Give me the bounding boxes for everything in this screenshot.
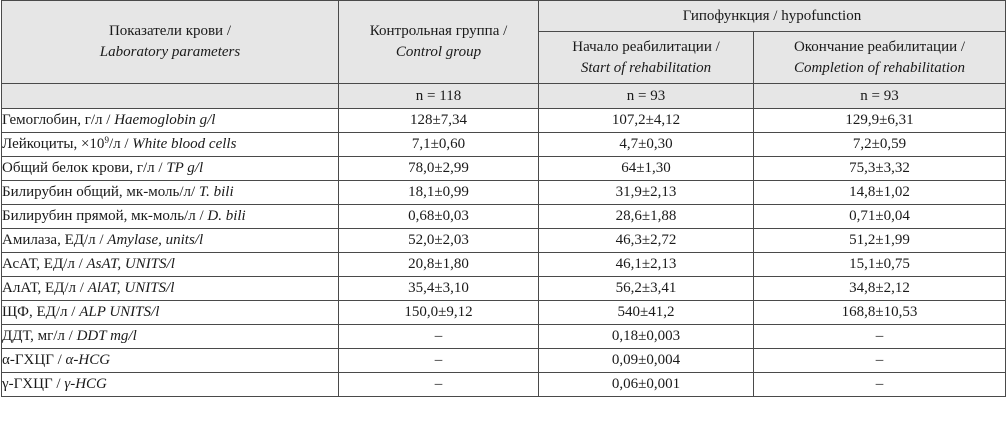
control-value: 128±7,34 — [339, 109, 539, 133]
parameter-en: AsAT, UNITS/l — [86, 256, 175, 272]
parameter-ru: Лейкоциты, ×10 — [2, 136, 105, 152]
start-value: 0,18±0,003 — [539, 325, 754, 349]
control-value: – — [339, 373, 539, 397]
control-value: 150,0±9,12 — [339, 301, 539, 325]
parameter-ru: γ-ГХЦГ / — [2, 376, 65, 392]
parameter-ru: Гемоглобин, г/л / — [2, 112, 115, 128]
start-value: 64±1,30 — [539, 157, 754, 181]
parameter-name — [2, 133, 339, 157]
control-value: – — [339, 325, 539, 349]
start-value: 107,2±4,12 — [539, 109, 754, 133]
end-header-en: Completion of rehabilitation — [793, 59, 966, 76]
start-value: 0,06±0,001 — [539, 373, 754, 397]
end-value: – — [754, 349, 1006, 373]
table-header — [2, 1, 1006, 109]
table-row — [2, 373, 1006, 397]
parameter-name — [2, 157, 339, 181]
hypofunction-group-header: Гипофункция / hypofunction — [539, 1, 1006, 32]
table-row — [2, 325, 1006, 349]
parameter-ru: α-ГХЦГ / — [2, 352, 66, 368]
parameter-name — [2, 109, 339, 133]
parameter-name — [2, 373, 339, 397]
n-control: n = 118 — [339, 84, 539, 109]
n-start: n = 93 — [539, 84, 754, 109]
parameter-ru: ДДТ, мг/л / — [2, 328, 77, 344]
parameter-name — [2, 229, 339, 253]
parameter-ru-unit: /л / — [108, 136, 133, 152]
table-row — [2, 157, 1006, 181]
table-row — [2, 109, 1006, 133]
start-value: 4,7±0,30 — [539, 133, 754, 157]
parameter-name — [2, 205, 339, 229]
parameter-en: DDT mg/l — [76, 328, 137, 344]
laboratory-parameters-table — [1, 0, 1006, 397]
table-row — [2, 133, 1006, 157]
end-value: 7,2±0,59 — [754, 133, 1006, 157]
parameter-ru: АсАТ, ЕД/л / — [2, 256, 87, 272]
table-row — [2, 277, 1006, 301]
end-value: 34,8±2,12 — [754, 277, 1006, 301]
table-row — [2, 253, 1006, 277]
control-header-en: Control group — [395, 44, 482, 60]
parameter-ru: Амилаза, ЕД/л / — [2, 232, 108, 248]
parameter-en: TP g/l — [166, 160, 204, 176]
start-value: 28,6±1,88 — [539, 205, 754, 229]
parameter-en: T. bili — [198, 184, 234, 200]
control-value: 78,0±2,99 — [339, 157, 539, 181]
start-header-en: Start of rehabilitation — [580, 59, 712, 76]
end-value: 51,2±1,99 — [754, 229, 1006, 253]
parameter-en: Amylase, units/l — [107, 232, 204, 248]
end-value: – — [754, 373, 1006, 397]
parameters-header-ru: Показатели крови / — [108, 23, 232, 39]
parameter-en: γ-HCG — [64, 376, 107, 392]
empty-header-cell — [2, 84, 339, 109]
completion-rehabilitation-column-header — [754, 32, 1006, 84]
control-value: 18,1±0,99 — [339, 181, 539, 205]
control-value: 7,1±0,60 — [339, 133, 539, 157]
parameter-name — [2, 253, 339, 277]
parameter-en: D. bili — [207, 208, 246, 224]
control-value: 0,68±0,03 — [339, 205, 539, 229]
table-row — [2, 181, 1006, 205]
control-value: 52,0±2,03 — [339, 229, 539, 253]
parameter-ru: Билирубин прямой, мк-моль/л / — [2, 208, 208, 224]
table-row — [2, 229, 1006, 253]
parameter-ru: ЩФ, ЕД/л / — [2, 304, 80, 320]
parameter-name — [2, 181, 339, 205]
table-row — [2, 205, 1006, 229]
control-value: 20,8±1,80 — [339, 253, 539, 277]
table-row — [2, 301, 1006, 325]
parameter-ru: Общий белок крови, г/л / — [2, 160, 167, 176]
start-rehabilitation-column-header — [539, 32, 754, 84]
end-value: 14,8±1,02 — [754, 181, 1006, 205]
parameter-ru: Билирубин общий, мк-моль/л/ — [2, 184, 199, 200]
end-value: – — [754, 325, 1006, 349]
parameter-name — [2, 349, 339, 373]
start-value: 46,3±2,72 — [539, 229, 754, 253]
end-value: 168,8±10,53 — [754, 301, 1006, 325]
start-value: 46,1±2,13 — [539, 253, 754, 277]
end-value: 15,1±0,75 — [754, 253, 1006, 277]
control-value: – — [339, 349, 539, 373]
parameter-name — [2, 277, 339, 301]
parameter-en: α-HCG — [65, 352, 111, 368]
control-header-ru: Контрольная группа / — [369, 23, 508, 39]
table-row — [2, 349, 1006, 373]
end-header-ru: Окончание реабилитации / — [793, 38, 966, 55]
end-value: 75,3±3,32 — [754, 157, 1006, 181]
parameters-header-en: Laboratory parameters — [99, 44, 241, 60]
parameter-en: ALP UNITS/l — [79, 304, 160, 320]
control-value: 35,4±3,10 — [339, 277, 539, 301]
start-value: 31,9±2,13 — [539, 181, 754, 205]
table-body — [2, 109, 1006, 397]
exponent: 9 — [104, 135, 109, 145]
end-value: 129,9±6,31 — [754, 109, 1006, 133]
parameter-ru: АлАТ, ЕД/л / — [2, 280, 88, 296]
parameter-en: AlAT, UNITS/l — [87, 280, 175, 296]
start-value: 540±41,2 — [539, 301, 754, 325]
n-end: n = 93 — [754, 84, 1006, 109]
start-value: 56,2±3,41 — [539, 277, 754, 301]
parameter-en: Haemoglobin g/l — [114, 112, 216, 128]
end-value: 0,71±0,04 — [754, 205, 1006, 229]
start-value: 0,09±0,004 — [539, 349, 754, 373]
parameter-name — [2, 301, 339, 325]
parameters-column-header — [2, 1, 339, 84]
start-header-ru: Начало реабилитации / — [572, 38, 720, 55]
parameter-en: White blood cells — [132, 136, 237, 152]
parameter-name — [2, 325, 339, 349]
control-group-column-header — [339, 1, 539, 84]
